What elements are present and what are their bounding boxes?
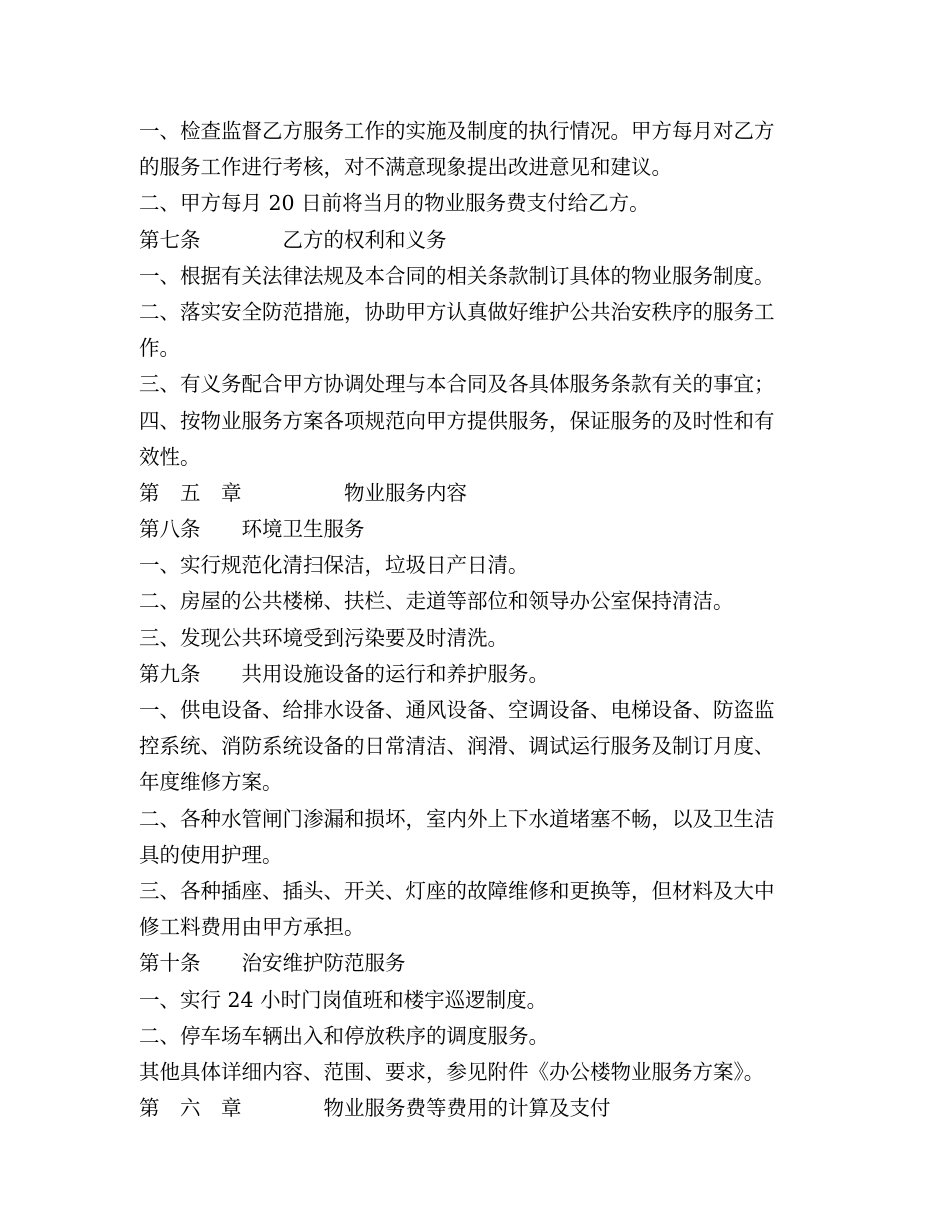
article-heading: 第七条 乙方的权利和义务 (139, 227, 447, 252)
text-line: 二、落实安全防范措施，协助甲方认真做好维护公共治安秩序的服务工 (139, 299, 775, 324)
text-line: 作。 (139, 336, 180, 361)
text-line: 三、各种插座、插头、开关、灯座的故障维修和更换等，但材料及大中 (139, 878, 775, 903)
article-heading: 第八条 环境卫生服务 (139, 517, 365, 542)
text-line: 控系统、消防系统设备的日常清洁、润滑、调试运行服务及制订月度、 (139, 734, 775, 759)
chapter-heading: 第 六 章 物业服务费等费用的计算及支付 (139, 1096, 611, 1121)
text-line: 三、发现公共环境受到污染要及时清洗。 (139, 625, 508, 650)
text-line: 其他具体详细内容、范围、要求，参见附件《办公楼物业服务方案》。 (139, 1059, 765, 1084)
text-line: 修工料费用由甲方承担。 (139, 915, 365, 940)
chapter-heading: 第 五 章 物业服务内容 (139, 480, 467, 505)
article-heading: 第九条 共用设施设备的运行和养护服务。 (139, 661, 549, 686)
text-line: 二、各种水管闸门渗漏和损坏，室内外上下水道堵塞不畅，以及卫生洁 (139, 806, 775, 831)
text-line: 一、供电设备、给排水设备、通风设备、空调设备、电梯设备、防盗监 (139, 698, 775, 722)
text-line: 一、根据有关法律法规及本合同的相关条款制订具体的物业服务制度。 (139, 263, 775, 288)
text-line: 二、甲方每月 20 日前将当月的物业服务费支付给乙方。 (139, 191, 650, 216)
text-line: 四、按物业服务方案各项规范向甲方提供服务，保证服务的及时性和有 (139, 408, 775, 433)
text-line: 具的使用护理。 (139, 842, 283, 867)
text-line: 一、检查监督乙方服务工作的实施及制度的执行情况。甲方每月对乙方 (139, 119, 775, 143)
text-line: 年度维修方案。 (139, 770, 283, 795)
article-heading: 第十条 治安维护防范服务 (139, 951, 406, 976)
text-line: 的服务工作进行考核，对不满意现象提出改进意见和建议。 (139, 155, 672, 180)
document-body (139, 113, 819, 1126)
text-line: 二、房屋的公共楼梯、扶栏、走道等部位和领导办公室保持清洁。 (139, 589, 734, 614)
text-line: 一、实行规范化清扫保洁，垃圾日产日清。 (139, 553, 529, 578)
text-line: 效性。 (139, 444, 201, 469)
text-line: 一、实行 24 小时门岗值班和楼宇巡逻制度。 (139, 987, 548, 1012)
text-line: 三、有义务配合甲方协调处理与本合同及各具体服务条款有关的事宜； (139, 372, 775, 397)
text-line: 二、停车场车辆出入和停放秩序的调度服务。 (139, 1023, 549, 1048)
